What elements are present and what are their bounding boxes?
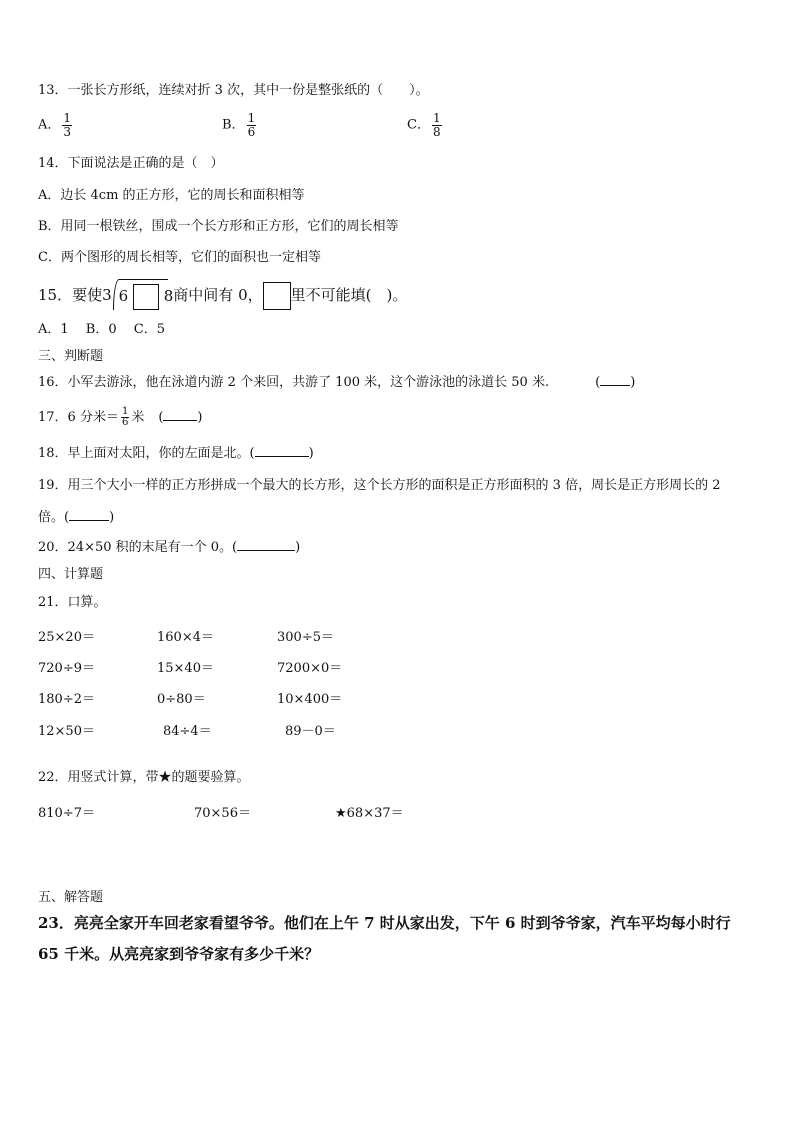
section-5-heading: 五、解答题 [38,890,104,905]
q23-line2: 65 千米。从亮亮家到爷爷家有多少千米？ [38,945,320,963]
q13-option-c [407,112,444,138]
q13-option-a-label: A． [38,117,61,133]
long-division-bracket: 6 8 [112,282,174,310]
section-4-heading: 四、计算题 [38,567,104,582]
q13-option-a-fraction: $\frac{1}{3}$ [63,111,72,139]
q15-prefix: 15．要使 [38,286,103,304]
vertical-calc-item: ★68×37＝ [335,806,404,821]
calc-item: 720÷9＝ [38,661,95,676]
q15-stem [38,281,407,310]
calc-item: 7200×0＝ [277,661,343,676]
section-3-heading: 三、判断题 [38,349,104,364]
q13-stem: 13．一张长方形纸，连续对折 3 次，其中一份是整张纸的（ ）。 [38,83,429,98]
q14-option-b: B．用同一根铁丝，围成一个长方形和正方形，它们的周长相等 [38,219,399,234]
q19-line1: 19．用三个大小一样的正方形拼成一个最大的长方形，这个长方形的面积是正方形面积的 3 倍，周长是正方形周长的 2 [38,478,721,493]
q15-suffix: 里不可能填( )。 [290,286,408,304]
q15-options: A．1 B．0 C．5 [38,322,165,337]
q13-option-b-label: B． [222,117,245,133]
q21-title: 21．口算。 [38,595,107,610]
calc-item: 0÷80＝ [157,692,206,707]
vertical-calc-item: 70×56＝ [194,806,251,821]
calc-item: 300÷5＝ [277,630,334,645]
calc-item: 160×4＝ [157,630,214,645]
calc-item: 12×50＝ [38,724,95,739]
q15-fill-box [263,282,291,310]
q17: 17．6 分米＝ $\frac{1}{6}$ 米 ( ) [38,405,203,428]
q15-divisor: 3 [102,286,112,304]
q14-option-a: A．边长 4cm 的正方形，它的周长和面积相等 [38,188,305,203]
calc-item: 10×400＝ [277,692,343,707]
q13-option-b [222,112,258,138]
calc-item: 180÷2＝ [38,692,95,707]
calc-item: 84÷4＝ [163,724,212,739]
q14-stem: 14．下面说法是正确的是（ ） [38,156,224,171]
q20: 20．24×50 积的末尾有一个 0。( ) [38,540,301,555]
q13-option-b-fraction: $\frac{1}{6}$ [247,111,256,139]
q23-line1: 23．亮亮全家开车回老家看望爷爷。他们在上午 7 时从家出发，下午 6 时到爷爷家，汽车平均每小时行 [38,914,731,932]
q19-line2: 倍。( ) [38,510,115,525]
calc-item: 25×20＝ [38,630,95,645]
q13-option-c-fraction: $\frac{1}{8}$ [432,111,441,139]
q22-title: 22．用竖式计算，带★的题要验算。 [38,770,250,785]
q15-mid: 商中间有 0， [173,286,263,304]
q14-option-c: C．两个图形的周长相等，它们的面积也一定相等 [38,250,321,265]
q13-option-a [38,112,74,138]
vertical-calc-item: 810÷7＝ [38,806,95,821]
q13-option-c-label: C． [407,117,430,133]
calc-item: 15×40＝ [157,661,214,676]
q18: 18．早上面对太阳，你的左面是北。( ) [38,446,314,461]
q16: 16．小军去游泳，他在泳道内游 2 个来回，共游了 100 米，这个游泳池的泳道长 50 米. ( ) [38,375,636,390]
calc-item: 89－0＝ [285,724,336,739]
q17-fraction: $\frac{1}{6}$ [121,405,129,428]
